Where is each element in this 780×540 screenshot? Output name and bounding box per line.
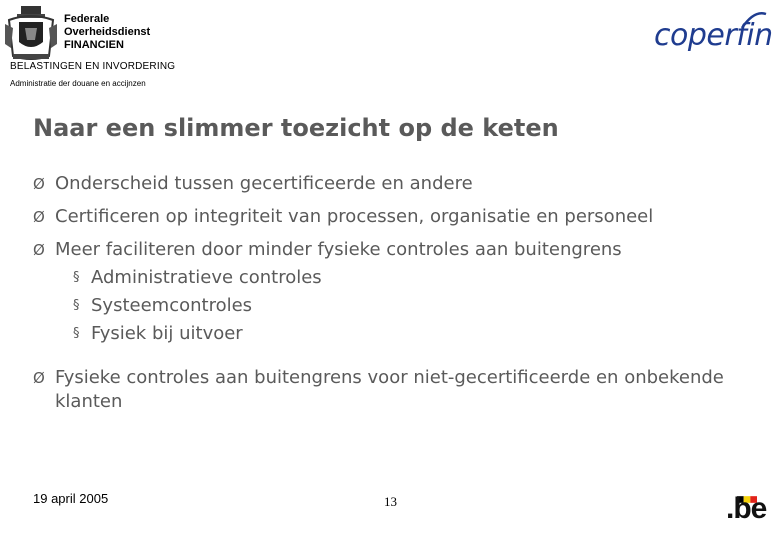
be-logo: .be — [726, 492, 767, 525]
bullet-text: Fysieke controles aan buitengrens voor niet-gecertificeerde en onbekende klanten — [55, 367, 724, 412]
section-bullet-icon: § — [73, 270, 80, 285]
section-bullet-icon: § — [73, 298, 80, 313]
bullet-text: Certificeren op integriteit van processen, organisatie en personeel — [55, 206, 654, 227]
org-line: Federale — [64, 13, 110, 25]
coat-of-arms-icon — [3, 4, 59, 62]
arrow-bullet-icon: Ø — [33, 208, 45, 226]
department-name: BELASTINGEN EN INVORDERING — [10, 61, 176, 72]
logo-swoosh-icon — [740, 10, 768, 30]
arrow-bullet-icon: Ø — [33, 241, 45, 259]
slide-title: Naar een slimmer toezicht op de keten — [33, 114, 559, 142]
bullet-text: Meer faciliteren door minder fysieke controles aan buitengrens — [55, 239, 622, 260]
sub-bullet-text: Fysiek bij uitvoer — [91, 323, 243, 344]
bullet-text: Onderscheid tussen gecertificeerde en andere — [55, 173, 473, 194]
sub-bullet-item — [33, 266, 753, 290]
bullet-list — [33, 172, 753, 423]
section-bullet-icon: § — [73, 326, 80, 341]
arrow-bullet-icon: Ø — [33, 175, 45, 193]
bullet-item — [33, 205, 753, 229]
sub-bullet-item — [33, 294, 753, 318]
arrow-bullet-icon: Ø — [33, 369, 45, 387]
slide-date: 19 april 2005 — [33, 491, 109, 506]
org-line: Overheidsdienst — [64, 26, 151, 38]
organization-name — [64, 13, 150, 52]
coperfin-logo: coperfin — [654, 18, 773, 53]
bullet-item — [33, 172, 753, 196]
page-number: 13 — [384, 494, 397, 509]
org-line: FINANCIEN — [64, 39, 124, 51]
sub-bullet-text: Systeemcontroles — [91, 295, 253, 316]
administration-name: Administratie der douane en accijnzen — [10, 79, 146, 88]
sub-bullet-item — [33, 322, 753, 346]
bullet-item — [33, 238, 753, 262]
bullet-item — [33, 366, 753, 414]
sub-bullet-text: Administratieve controles — [91, 267, 322, 288]
